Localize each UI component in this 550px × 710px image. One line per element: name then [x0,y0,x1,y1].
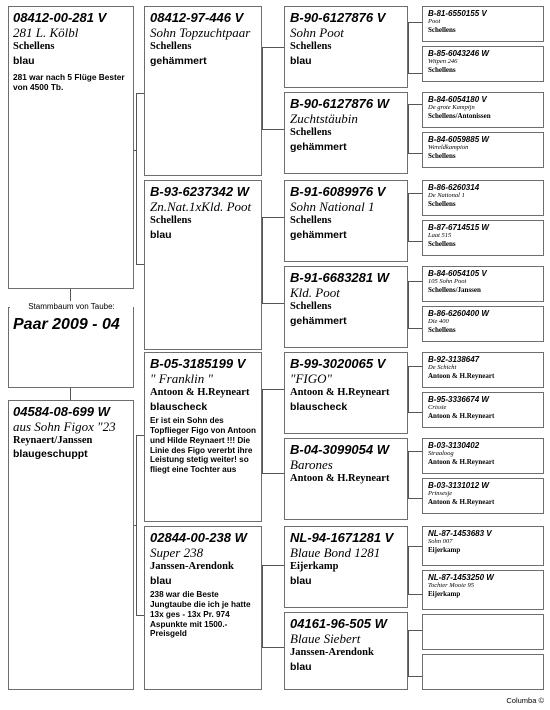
gen3-card[interactable] [284,92,408,174]
pigeon-name: 281 L. Kölbl [13,24,79,40]
connector-line [408,630,409,676]
pigeon-name: Kld. Poot [290,284,340,300]
ring-number: B-81-6550155 V [428,9,487,18]
owner: Schellens [428,239,456,248]
owner: Eijerkamp [428,589,461,598]
ring-number: B-84-6059885 W [428,135,489,144]
gen3-card[interactable] [284,352,408,434]
gen4-card[interactable] [422,306,544,342]
owner: Antoon & H.Reyneart [428,411,495,420]
pigeon-name: Blaue Bond 1281 [290,544,381,560]
ring-number: B-99-3020065 V [290,356,386,371]
owner: Schellens [290,300,332,312]
pigeon-name: Wereldkampion [428,144,469,152]
connector-line [262,217,284,218]
connector-line [408,676,422,677]
owner: Antoon & H.Reyneart [428,457,495,466]
connector-line [408,328,422,329]
ring-number: B-87-6714515 W [428,223,489,232]
pigeon-name: Laat 515 [428,232,452,240]
ring-number: B-05-3185199 V [150,356,246,371]
ring-number: 04584-08-699 W [13,404,110,419]
gen4-card[interactable] [422,570,544,610]
owner: Schellens [290,126,332,138]
gen3-card[interactable] [284,266,408,348]
ring-number: B-86-6260314 [428,183,480,192]
connector-line [136,93,144,94]
ring-number: B-86-6260400 W [428,309,489,318]
ring-number: NL-94-1671281 V [290,530,394,545]
gen4-card[interactable] [422,478,544,514]
connector-line [70,387,71,401]
connector-line [408,451,409,498]
color: blauscheck [290,400,348,413]
pigeon-name: Zn.Nat.1xKld. Poot [150,198,252,214]
pigeon-name: Zuchtstäubin [290,110,358,126]
connector-line [136,435,144,436]
owner: Antoon & H.Reyneart [290,472,390,484]
owner: Reynaert/Janssen [13,434,93,446]
pigeon-name: Sohn 007 [428,538,453,546]
ring-number: B-04-3099054 W [290,442,389,457]
connector-line [408,73,422,74]
owner: Schellens [428,325,456,334]
gen2-card[interactable] [144,352,262,522]
pigeon-name: Sohn National 1 [290,198,375,214]
gen4-card-empty[interactable] [422,654,544,690]
gen4-card[interactable] [422,352,544,388]
owner: Janssen-Arendonk [290,646,374,658]
pigeon-name: De grote Kampijn [428,104,475,112]
ring-number: B-84-6054180 V [428,95,487,104]
owner: Schellens [428,199,456,208]
owner: Antoon & H.Reyneart [428,371,495,380]
gen3-card[interactable] [284,438,408,520]
gen4-card[interactable] [422,46,544,82]
gen2-card[interactable] [144,180,262,350]
gen4-card[interactable] [422,438,544,474]
owner: Schellens [428,151,456,160]
pigeon-name: Crissie [428,404,447,412]
pigeon-name: " Franklin " [150,370,213,386]
pedigree-label: Stammbaum von Taube: [10,301,133,313]
ring-number: B-91-6089976 V [290,184,386,199]
color: blaugeschuppt [13,447,88,460]
pigeon-name: Barones [290,456,333,472]
color: gehämmert [290,140,347,153]
owner: Schellens [290,214,332,226]
connector-line [262,389,263,473]
owner: Antoon & H.Reyneart [290,386,390,398]
ring-number: NL-87-1453683 V [428,529,492,538]
connector-line [408,281,422,282]
color: blau [290,574,312,587]
pigeon-name: Straaloog [428,450,454,458]
ring-number: B-03-3130402 [428,441,480,450]
connector-line [262,647,284,648]
connector-line [408,412,422,413]
connector-line [262,473,284,474]
gen4-card[interactable] [422,180,544,216]
remark: Er ist ein Sohn des Topflieger Figo von Antoon und Hilde Reynaert !!! Die Linie des Figo vererbt ihre Leistung stetig weiter! so fliegt eine Tochter aus [150,416,256,475]
owner: Antoon & H.Reyneart [150,386,250,398]
connector-line [262,217,263,303]
pigeon-name: "FIGO" [290,370,332,386]
owner: Schellens [428,25,456,34]
color: gehämmert [290,314,347,327]
connector-line [136,93,137,264]
connector-line [408,193,422,194]
owner: Schellens/Antonissen [428,111,491,120]
connector-line [262,303,284,304]
connector-line [408,546,409,594]
owner: Schellens [290,40,332,52]
connector-line [408,366,409,412]
pigeon-name: Prinsesje [428,490,453,498]
owner: Schellens/Janssen [428,285,481,294]
owner: Schellens [13,40,55,52]
connector-line [136,264,144,265]
color: blau [150,228,172,241]
pigeon-name: Blaue Siebert [290,630,361,646]
connector-line [408,104,409,153]
ring-number: B-93-6237342 W [150,184,249,199]
connector-line [262,389,284,390]
color: blau [290,54,312,67]
gen3-card[interactable] [284,612,408,690]
connector-line [408,241,422,242]
color: blau [290,660,312,673]
connector-line [408,22,409,73]
gen3-card[interactable] [284,6,408,88]
connector-line [408,22,422,23]
ring-number: 08412-00-281 V [13,10,107,25]
gen4-card-empty[interactable] [422,614,544,650]
ring-number: B-92-3138647 [428,355,480,364]
color: blauscheck [150,400,208,413]
father-card[interactable] [8,6,134,289]
pigeon-name: De National 1 [428,192,465,200]
connector-line [262,47,263,129]
remark: 281 war nach 5 Flüge Bester von 4500 Tb. [13,72,125,92]
gen4-card[interactable] [422,526,544,566]
ring-number: 08412-97-446 V [150,10,244,25]
connector-line [262,565,284,566]
pigeon-name: Sohn Poot [290,24,344,40]
connector-line [408,193,409,241]
subject-card[interactable] [8,400,134,690]
gen3-card[interactable] [284,180,408,262]
pigeon-name: Tochter Mooie 95 [428,582,474,590]
ring-number: B-91-6683281 W [290,270,389,285]
owner: Schellens [150,40,192,52]
owner: Schellens [428,65,456,74]
owner: Antoon & H.Reyneart [428,497,495,506]
gen4-card[interactable] [422,392,544,428]
pigeon-name: Die 400 [428,318,449,326]
gen4-card[interactable] [422,92,544,128]
copyright: Columba © [506,696,544,705]
connector-line [408,153,422,154]
connector-line [136,615,144,616]
color: blau [13,54,35,67]
owner: Schellens [150,214,192,226]
pigeon-name: aus Sohn Figox "23 [13,418,116,434]
pigeon-name: Super 238 [150,544,204,560]
ring-number: NL-87-1453250 W [428,573,494,582]
remark: 238 war die Beste Jungtaube die ich je hatte 13x ges - 13x Pr. 974 Aspunkte mit 1500.- Preisgeld [150,590,251,639]
ring-number: B-90-6127876 V [290,10,386,25]
connector-line [408,630,422,631]
gen4-card[interactable] [422,132,544,168]
ring-number: B-90-6127876 W [290,96,389,111]
ring-number: B-03-3131012 W [428,481,489,490]
gen2-card[interactable] [144,526,262,690]
pigeon-name: 105 Sohn Poot [428,278,467,286]
connector-line [262,47,284,48]
owner: Janssen-Arendonk [150,560,234,572]
connector-line [136,435,137,615]
ring-number: B-85-6043246 W [428,49,489,58]
gen4-card[interactable] [422,6,544,42]
owner: Eijerkamp [428,545,461,554]
ring-number: B-95-3336674 W [428,395,489,404]
gen2-card[interactable] [144,6,262,176]
pair-card[interactable] [8,307,134,388]
ring-number: B-84-6054105 V [428,269,487,278]
connector-line [408,594,422,595]
connector-line [408,546,422,547]
pigeon-name: Poot [428,18,441,26]
connector-line [408,281,409,328]
ring-number: 04161-96-505 W [290,616,387,631]
connector-line [408,451,422,452]
color: blau [150,574,172,587]
pigeon-name: Sohn Topzuchtpaar [150,24,251,40]
connector-line [262,565,263,647]
ring-number: 02844-00-238 W [150,530,247,545]
pair-title: Paar 2009 - 04 [13,316,120,333]
gen4-card[interactable] [422,220,544,256]
connector-line [408,498,422,499]
color: gehämmert [150,54,207,67]
gen4-card[interactable] [422,266,544,302]
connector-line [262,129,284,130]
gen3-card[interactable] [284,526,408,608]
connector-line [408,104,422,105]
owner: Eijerkamp [290,560,339,572]
color: gehämmert [290,228,347,241]
pigeon-name: De Schicht [428,364,457,372]
connector-line [408,366,422,367]
pigeon-name: Witpen 246 [428,58,458,66]
